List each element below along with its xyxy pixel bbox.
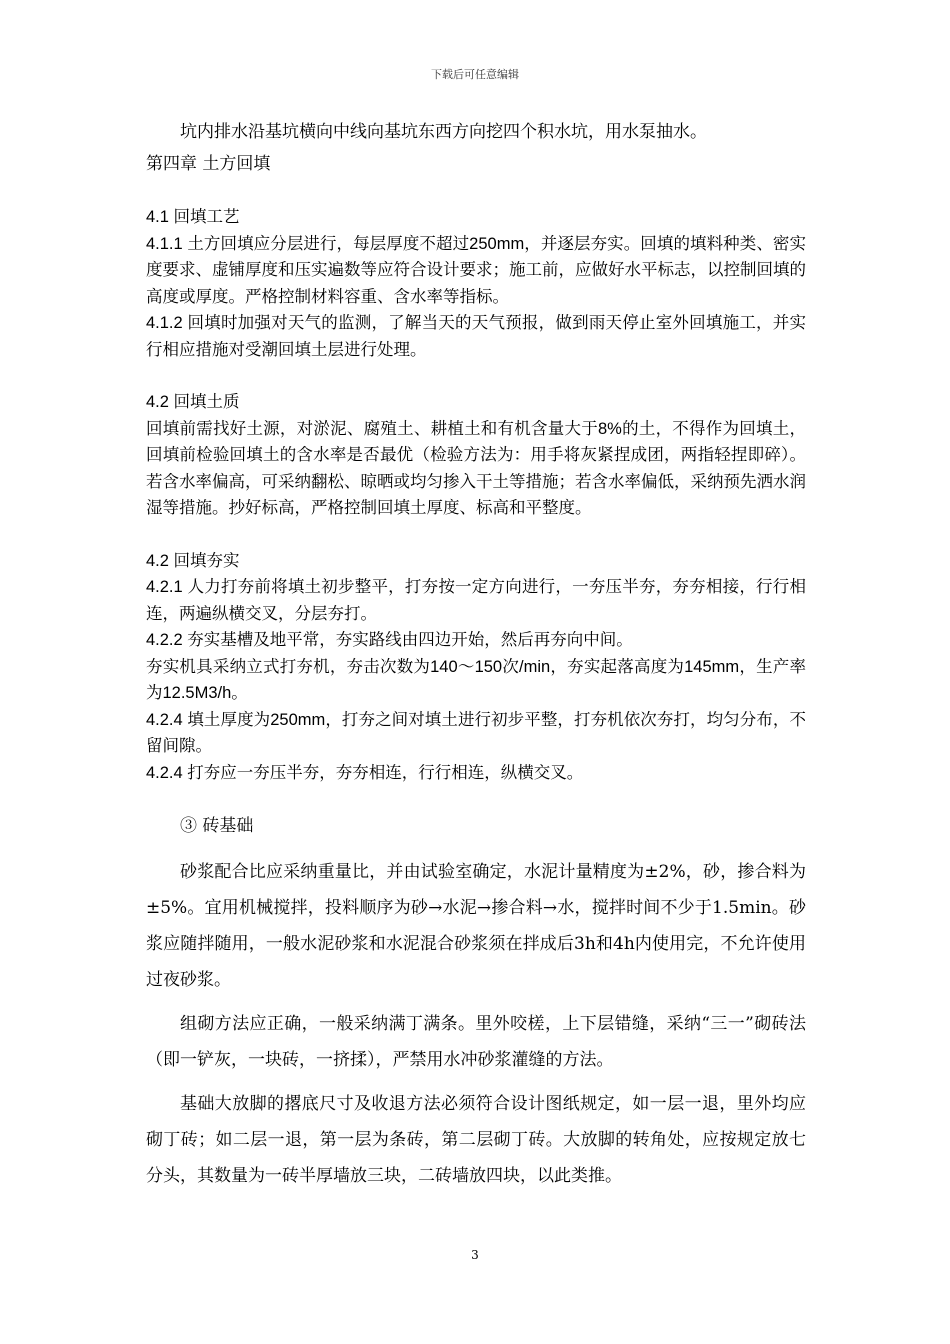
paragraph-mortar: 砂浆配合比应采纳重量比，并由试验室确定，水泥计量精度为±2%，砂，掺合料为±5%。宜用机械搅拌，投料顺序为砂→水泥→掺合料→水，搅拌时间不少于1.5min。砂浆应随拌随用，一般水泥砂浆和水泥混合砂浆须在拌成后3h和4h内使用完，不允许使用过夜砂浆。	[146, 862, 806, 990]
section-heading-4-2-soil: 4.2 回填土质	[146, 393, 240, 411]
document-body	[146, 118, 806, 1194]
section-heading-4-2-compaction: 4.2 回填夯实	[146, 551, 240, 570]
section-heading-4-1: 4.1 回填工艺	[146, 208, 240, 226]
page-header: 下载后可任意编辑	[431, 68, 519, 81]
paragraph-footing: 基础大放脚的撂底尺寸及收退方法必须符合设计图纸规定，如一层一退，里外均应砌丁砖；如二层一退，第一层为条砖，第二层砌丁砖。大放脚的转角处，应按规定放七分头，其数量为一砖半厚墙放三块，二砖墙放四块，以此类推。	[146, 1094, 806, 1186]
paragraph-soil-quality: 回填前需找好土源，对淤泥、腐殖土、耕植土和有机含量大于8%的土，不得作为回填土，回填前检验回填土的含水率是否最优（检验方法为：用手将灰紧捏成团，两指轻捏即碎）。若含水率偏高，可采纳翻松、晾晒或均匀掺入干土等措施；若含水率偏低，采纳预先洒水润湿等措施。抄好标高，严格控制回填土厚度、标高和平整度。	[146, 419, 806, 517]
paragraph-machine: 夯实机具采纳立式打夯机，夯击次数为140～150次/min，夯实起落高度为145mm，生产率为12.5M3/h。	[146, 657, 806, 702]
paragraph-4-2-2: 4.2.2 夯实基槽及地平常，夯实路线由四边开始，然后再夯向中间。	[146, 631, 633, 649]
paragraph-4-2-1: 4.2.1 人力打夯前将填土初步整平，打夯按一定方向进行，一夯压半夯，夯夯相接，行行相连，两遍纵横交叉，分层夯打。	[146, 578, 806, 623]
brick-foundation-heading: ③ 砖基础	[180, 816, 254, 836]
paragraph-4-2-4-tamping: 4.2.4 打夯应一夯压半夯，夯夯相连，行行相连，纵横交叉。	[146, 763, 584, 782]
chapter-title: 第四章 土方回填	[146, 154, 271, 174]
paragraph-drainage: 坑内排水沿基坑横向中线向基坑东西方向挖四个积水坑，用水泵抽水。	[180, 122, 707, 142]
paragraph-4-1-2: 4.1.2 回填时加强对天气的监测，了解当天的天气预报，做到雨天停止室外回填施工，并实行相应措施对受潮回填土层进行处理。	[146, 314, 806, 359]
paragraph-4-1-1: 4.1.1 土方回填应分层进行，每层厚度不超过250mm，并逐层夯实。回填的填料种类、密实度要求、虚铺厚度和压实遍数等应符合设计要求；施工前，应做好水平标志，以控制回填的高度或厚度。严格控制材料容重、含水率等指标。	[146, 234, 806, 306]
page-number: 3	[471, 1248, 479, 1262]
paragraph-4-2-4-thickness: 4.2.4 填土厚度为250mm，打夯之间对填土进行初步平整，打夯机依次夯打，均匀分布，不留间隙。	[146, 710, 806, 755]
paragraph-masonry: 组砌方法应正确，一般采纳满丁满条。里外咬槎，上下层错缝，采纳“三一”砌砖法（即一铲灰，一块砖，一挤揉），严禁用水冲砂浆灌缝的方法。	[146, 1014, 806, 1070]
